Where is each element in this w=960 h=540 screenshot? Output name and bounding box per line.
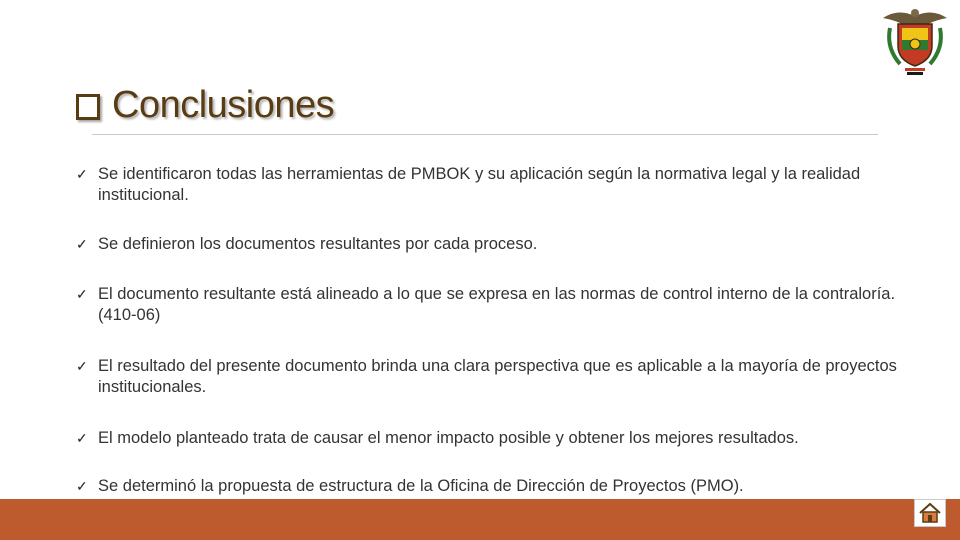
check-icon: ✓ — [76, 430, 88, 446]
check-icon: ✓ — [76, 236, 88, 252]
bullet-text: El resultado del presente documento brinda una clara perspectiva que es aplicable a la mayoría de proyectos institucionales. — [98, 357, 897, 396]
square-bullet-icon — [76, 94, 100, 120]
footer-bar — [0, 499, 960, 540]
slide-title: Conclusiones — [112, 83, 335, 126]
home-icon — [918, 502, 942, 524]
bullet-text: Se identificaron todas las herramientas de PMBOK y su aplicación según la normativa legal y la realidad institucional. — [98, 165, 861, 204]
bullet-text: El documento resultante está alineado a lo que se expresa en las normas de control interno de la contraloría. (410-06) — [98, 285, 896, 324]
bullet-text: El modelo planteado trata de causar el menor impacto posible y obtener los mejores resultados. — [98, 429, 799, 447]
ecuador-army-emblem-icon — [878, 4, 952, 78]
check-icon: ✓ — [76, 166, 88, 182]
list-item — [76, 476, 898, 497]
list-item — [76, 356, 898, 398]
bullet-text: Se definieron los documentos resultantes por cada proceso. — [98, 235, 538, 253]
list-item — [76, 234, 898, 255]
check-icon: ✓ — [76, 286, 88, 302]
list-item — [76, 428, 898, 449]
check-icon: ✓ — [76, 358, 88, 374]
home-button[interactable] — [914, 499, 946, 527]
check-icon: ✓ — [76, 478, 88, 494]
title-divider — [92, 134, 878, 135]
list-item — [76, 164, 898, 206]
list-item — [76, 284, 898, 326]
bullet-text: Se determinó la propuesta de estructura de la Oficina de Dirección de Proyectos (PMO). — [98, 477, 744, 495]
slide-title-row — [76, 82, 334, 128]
